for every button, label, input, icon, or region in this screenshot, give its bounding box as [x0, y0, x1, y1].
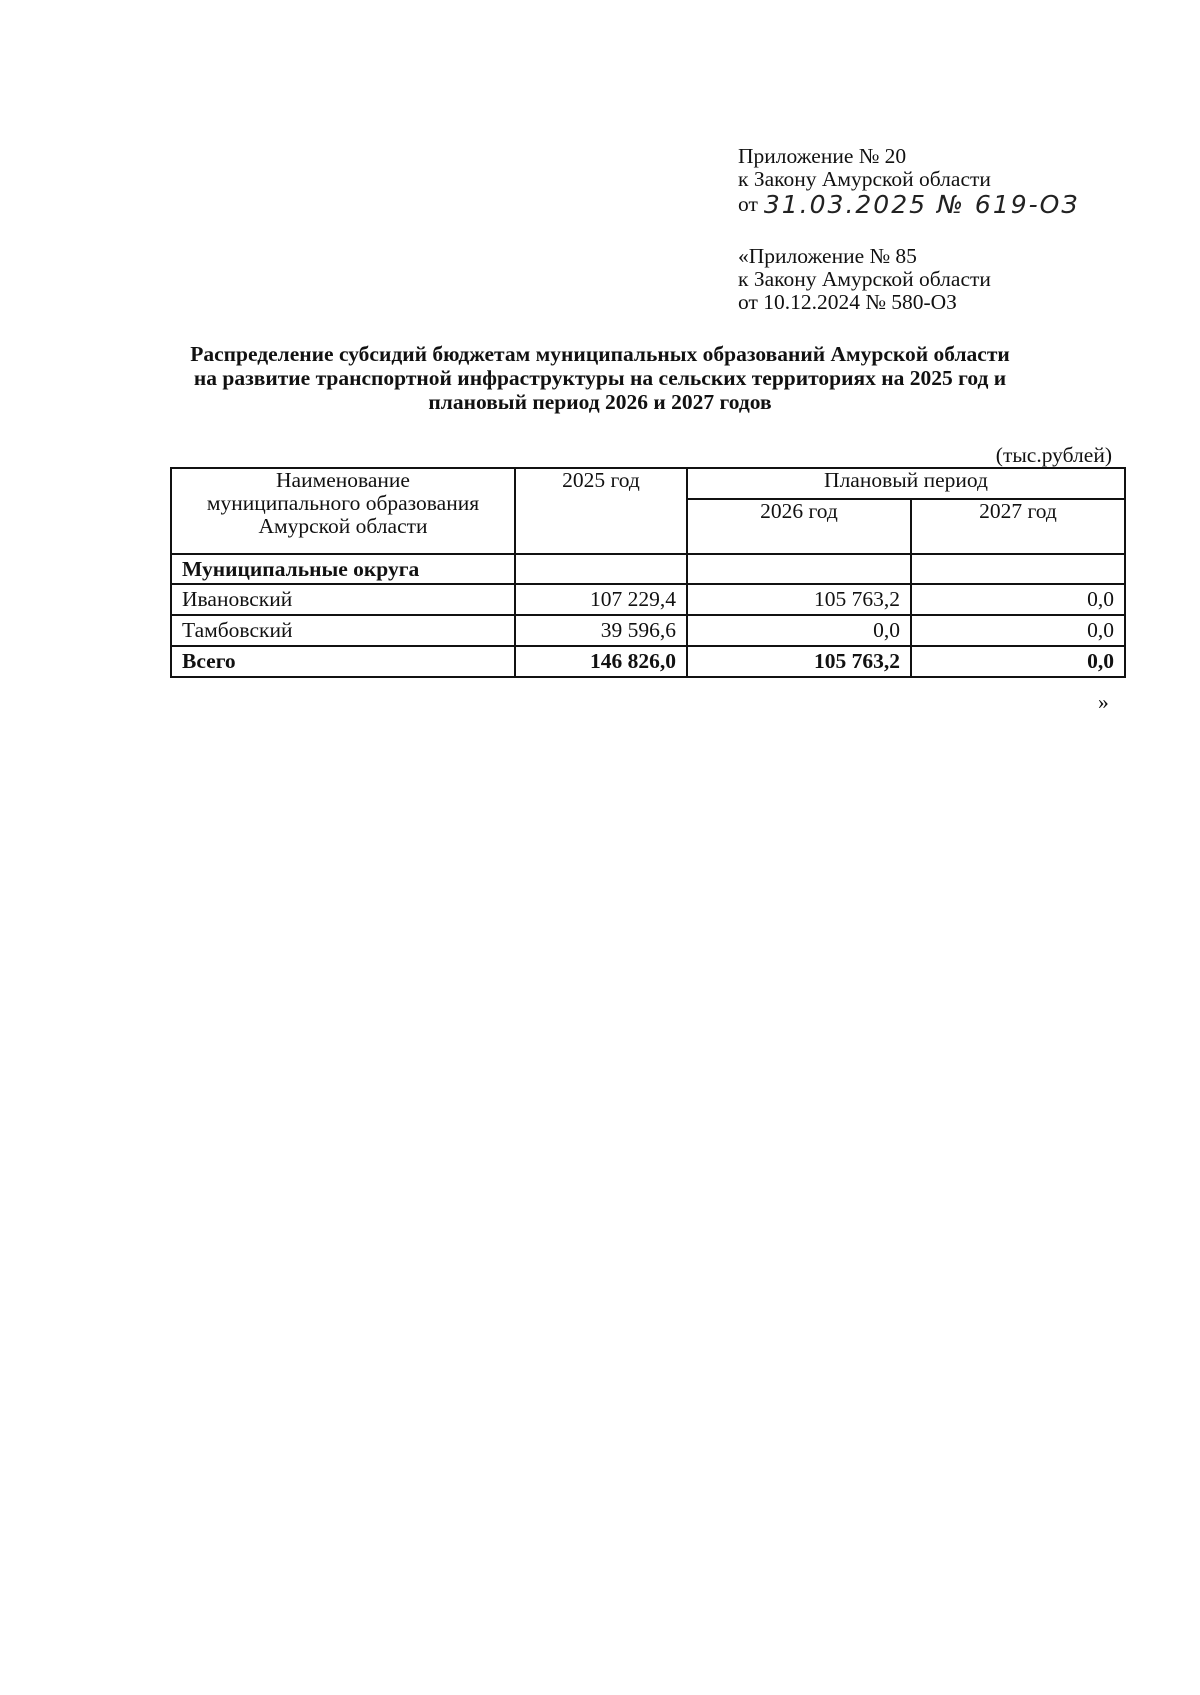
- total-label: Всего: [171, 646, 515, 677]
- header-plan-period: Плановый период: [687, 468, 1125, 499]
- attachment-law-ref: к Закону Амурской области: [738, 167, 991, 191]
- total-value-2027: 0,0: [911, 646, 1125, 677]
- quoted-attachment-law-ref: к Закону Амурской области: [738, 267, 991, 291]
- title-line-1: Распределение субсидий бюджетам муниципальных образований Амурской области: [190, 342, 1010, 366]
- section-empty-cell: [911, 554, 1125, 584]
- attachment-number: Приложение № 20: [738, 144, 907, 168]
- row-value-2027: 0,0: [911, 584, 1125, 615]
- header-municipality-name: [171, 468, 515, 554]
- closing-quote: »: [1098, 690, 1109, 714]
- header-year-2026: 2026 год: [687, 499, 911, 554]
- table-section-row: [171, 554, 1125, 584]
- attachment-date-prefix: от: [738, 192, 758, 216]
- header-name-line-3: Амурской области: [258, 514, 428, 538]
- table-header-row: [171, 468, 1125, 499]
- total-value-2025: 146 826,0: [515, 646, 687, 677]
- row-value-2027: 0,0: [911, 615, 1125, 646]
- table-row: [171, 584, 1125, 615]
- title-line-2: на развитие транспортной инфраструктуры на сельских территориях на 2025 год и: [193, 366, 1007, 390]
- row-municipality-name: Ивановский: [171, 584, 515, 615]
- table-total-row: [171, 646, 1125, 677]
- header-year-2025: 2025 год: [515, 468, 687, 554]
- row-value-2026: 0,0: [687, 615, 911, 646]
- subsidy-table: [170, 467, 1126, 678]
- header-name-line-2: муниципального образования: [206, 491, 480, 515]
- quoted-attachment-date: от 10.12.2024 № 580-ОЗ: [738, 290, 957, 314]
- row-value-2025: 39 596,6: [515, 615, 687, 646]
- row-value-2026: 105 763,2: [687, 584, 911, 615]
- quoted-attachment-number: «Приложение № 85: [738, 244, 917, 268]
- units-label: (тыс.рублей): [995, 443, 1112, 467]
- table-row: [171, 615, 1125, 646]
- document-title: [120, 342, 1080, 414]
- header-year-2027: 2027 год: [911, 499, 1125, 554]
- quoted-attachment-block: [738, 245, 1158, 314]
- row-value-2025: 107 229,4: [515, 584, 687, 615]
- attachment-date-line: [738, 190, 1158, 219]
- section-label: Муниципальные округа: [171, 554, 515, 584]
- row-municipality-name: Тамбовский: [171, 615, 515, 646]
- title-line-3: плановый период 2026 и 2027 годов: [428, 390, 772, 414]
- section-empty-cell: [515, 554, 687, 584]
- total-value-2026: 105 763,2: [687, 646, 911, 677]
- header-name-line-1: Наименование: [276, 468, 410, 492]
- section-empty-cell: [687, 554, 911, 584]
- attachment-block: [738, 144, 1158, 219]
- handwritten-date-number: 31.03.2025 № 619-ОЗ: [763, 190, 1080, 219]
